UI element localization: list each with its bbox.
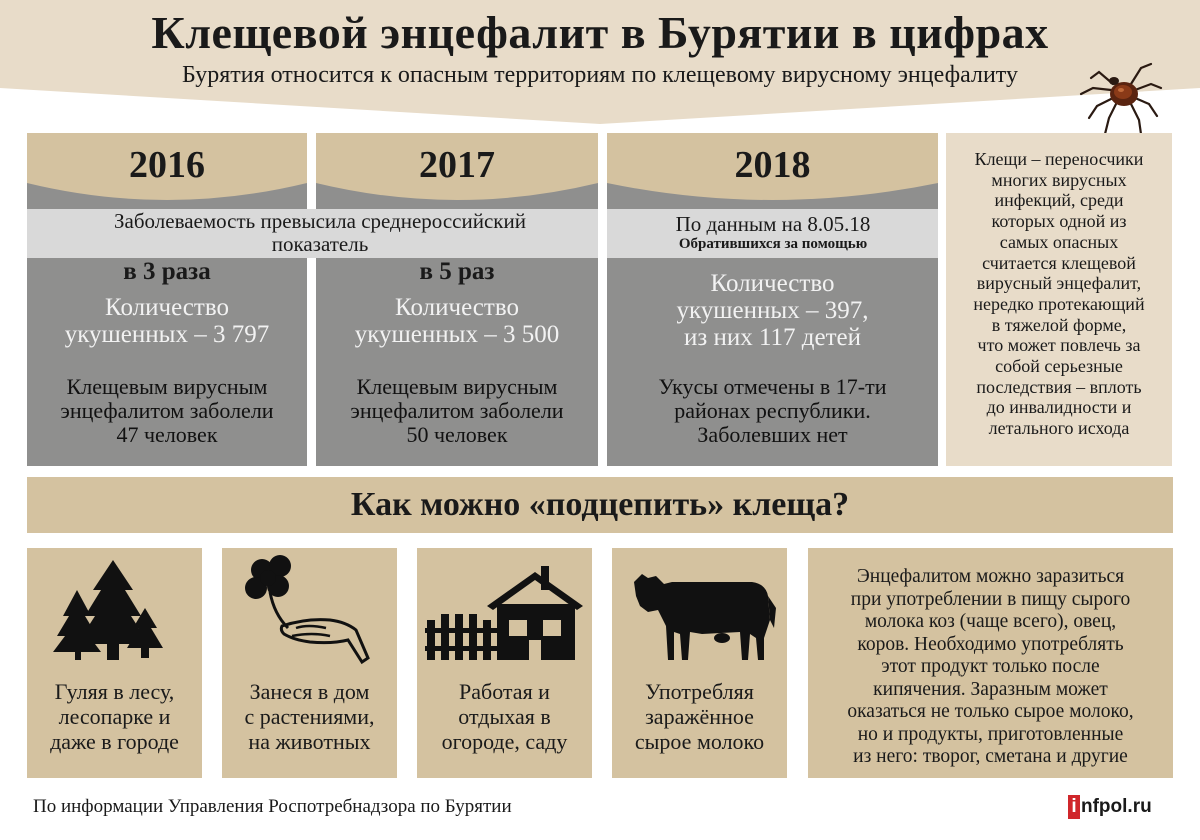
note-line: инфекций, среди bbox=[994, 190, 1124, 211]
sick-line: Клещевым вирусным bbox=[356, 374, 558, 399]
bitten-line: укушенных – 3 500 bbox=[354, 321, 560, 348]
way-line: Занеся в дом bbox=[249, 679, 370, 704]
way-line: Работая и bbox=[459, 679, 550, 704]
bitten-line: укушенных – 3 797 bbox=[64, 321, 270, 348]
way-plants-animals bbox=[222, 548, 397, 778]
year-label: 2016 bbox=[129, 144, 205, 186]
note-line: в тяжелой форме, bbox=[991, 314, 1127, 335]
bitten-count-2018 bbox=[607, 270, 938, 351]
page-subtitle: Бурятия относится к опасным территориям по клещевому вирусному энцефалиту bbox=[182, 62, 1018, 88]
bitten-line: из них 117 детей bbox=[683, 324, 862, 351]
note-line: вирусный энцефалит, bbox=[976, 273, 1142, 294]
milk-note bbox=[808, 548, 1173, 778]
way-text bbox=[222, 679, 397, 754]
year-cap bbox=[27, 133, 307, 211]
times-exceeded-2017: в 5 раз bbox=[419, 258, 495, 285]
milk-line: коров. Необходимо употреблять bbox=[857, 633, 1124, 655]
infpol-logo[interactable] bbox=[1068, 795, 1152, 821]
sick-count-2017 bbox=[316, 375, 598, 447]
milk-line: оказаться не только сырое молоко, bbox=[847, 701, 1134, 722]
sought-help-label: Обратившихся за помощью bbox=[678, 236, 868, 252]
logo-text: nfpol.ru bbox=[1081, 796, 1152, 817]
bitten-line: Количество bbox=[395, 294, 519, 321]
page-title: Клещевой энцефалит в Бурятии в цифрах bbox=[151, 7, 1049, 58]
sick-line: районах республики. bbox=[674, 398, 871, 423]
note-line: самых опасных bbox=[999, 231, 1119, 252]
way-line: отдыхая в bbox=[458, 704, 551, 729]
bitten-count-2017 bbox=[316, 294, 598, 348]
sick-line: Заболевших нет bbox=[697, 422, 848, 447]
exceeded-line-1: Заболеваемость превысила среднероссийский bbox=[114, 209, 526, 233]
year-label: 2017 bbox=[419, 144, 495, 186]
way-line: даже в городе bbox=[50, 729, 179, 754]
ticks-info-note bbox=[946, 133, 1172, 466]
note-line: Клещи – переносчики bbox=[974, 149, 1144, 169]
note-line: что может повлечь за bbox=[977, 335, 1141, 356]
way-line: лесопарке и bbox=[58, 704, 171, 729]
milk-line: молока коз (чаще всего), овец, bbox=[864, 611, 1117, 632]
way-line: Употребляя bbox=[645, 679, 754, 704]
bitten-line: Количество bbox=[710, 270, 835, 297]
way-text bbox=[417, 679, 592, 754]
way-raw-milk bbox=[612, 548, 787, 778]
exceeded-text bbox=[30, 210, 610, 256]
sick-line: энцефалитом заболели bbox=[350, 398, 564, 423]
sick-line: 50 человек bbox=[406, 422, 508, 447]
logo-i-mark: i bbox=[1068, 795, 1080, 819]
note-line: считается клещевой bbox=[982, 252, 1136, 273]
note-line: нередко протекающий bbox=[973, 293, 1145, 314]
way-line: сырое молоко bbox=[634, 729, 765, 754]
bitten-count-2016 bbox=[27, 294, 307, 348]
sick-line: Укусы отмечены в 17-ти bbox=[658, 374, 887, 399]
milk-line: при употреблении в пищу сырого bbox=[850, 588, 1131, 610]
way-line: Гуляя в лесу, bbox=[54, 679, 175, 704]
year-label: 2018 bbox=[734, 144, 811, 186]
cow-icon bbox=[612, 548, 787, 678]
milk-line: но и продукты, приготовленные bbox=[857, 723, 1124, 745]
source-note: По информации Управления Роспотребнадзора по Бурятии bbox=[33, 796, 512, 817]
bitten-line: Количество bbox=[105, 294, 229, 321]
milk-line: из него: творог, сметана и другие bbox=[853, 746, 1128, 767]
milk-line: этот продукт только после bbox=[881, 656, 1100, 677]
year-cap bbox=[607, 133, 938, 211]
note-line: до инвалидности и bbox=[986, 397, 1132, 418]
note-line: которых одной из bbox=[991, 211, 1127, 232]
question-banner: Как можно «подцепить» клеща? bbox=[27, 477, 1173, 533]
way-line: заражённое bbox=[645, 704, 754, 729]
note-line: последствия – вплоть bbox=[976, 376, 1142, 397]
times-exceeded-2016: в 3 раза bbox=[123, 258, 211, 285]
date-note: По данным на 8.05.18 bbox=[675, 212, 871, 236]
note-line: собой серьезные bbox=[995, 356, 1123, 377]
year-cap bbox=[316, 133, 598, 211]
milk-line: кипячения. Заразным может bbox=[873, 678, 1108, 700]
bitten-line: укушенных – 397, bbox=[676, 297, 869, 324]
way-line: на животных bbox=[248, 729, 371, 754]
note-line: летального исхода bbox=[988, 418, 1130, 439]
hand-flower-icon bbox=[222, 548, 397, 678]
way-forest bbox=[27, 548, 202, 778]
forest-icon bbox=[27, 548, 202, 678]
way-line: огороде, саду bbox=[441, 729, 568, 754]
header bbox=[0, 0, 1200, 130]
sick-line: Клещевым вирусным bbox=[66, 374, 268, 399]
note-line: многих вирусных bbox=[991, 169, 1127, 190]
exceeded-line-2: показатель bbox=[271, 232, 369, 256]
sick-count-2016 bbox=[27, 375, 307, 447]
way-text bbox=[612, 679, 787, 754]
house-fence-icon bbox=[417, 548, 592, 678]
milk-line: Энцефалитом можно заразиться bbox=[856, 566, 1125, 587]
way-text bbox=[27, 679, 202, 754]
sick-line: 47 человек bbox=[116, 422, 218, 447]
way-line: с растениями, bbox=[244, 704, 375, 729]
tick-icon bbox=[1075, 54, 1165, 144]
bites-districts-2018 bbox=[607, 375, 938, 447]
sick-line: энцефалитом заболели bbox=[60, 398, 274, 423]
way-garden bbox=[417, 548, 592, 778]
